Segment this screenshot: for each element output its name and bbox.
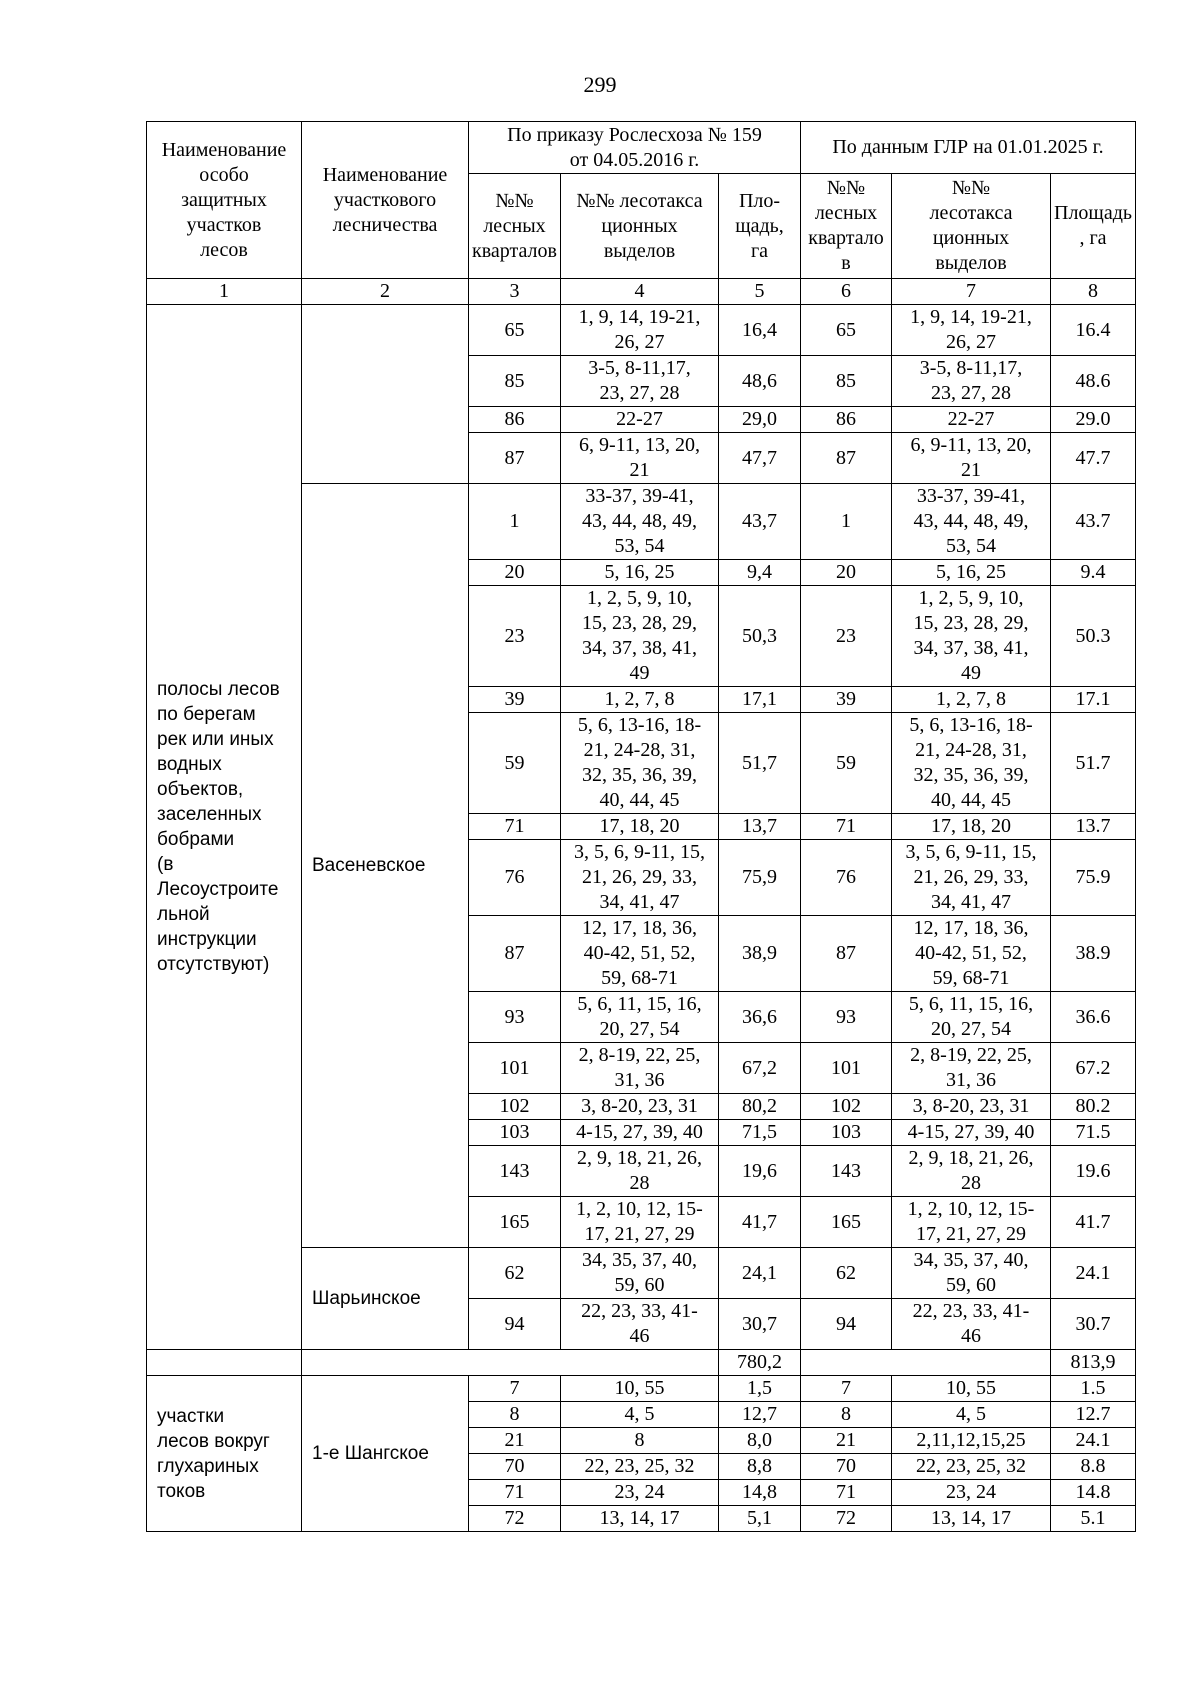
header-order-quarters: №№ лесных кварталов (469, 174, 561, 279)
protected-forest-table (146, 121, 1136, 1532)
glr-sections-cell: 2, 9, 18, 21, 26, 28 (892, 1146, 1051, 1197)
column-number-row (147, 279, 1136, 305)
protected-site-name: участки лесов вокруг глухариных токов (147, 1376, 302, 1532)
order-sections-cell: 22, 23, 33, 41- 46 (561, 1299, 719, 1350)
column-number: 1 (147, 279, 302, 305)
glr-sections-cell: 34, 35, 37, 40, 59, 60 (892, 1248, 1051, 1299)
order-area-cell: 36,6 (719, 992, 801, 1043)
glr-quarter-cell: 21 (801, 1428, 892, 1454)
header-glr-quarters: №№ лесных квартало в (801, 174, 892, 279)
header-order-sections: №№ лесотакса ционных выделов (561, 174, 719, 279)
glr-area-cell: 50.3 (1051, 586, 1136, 687)
order-quarter-cell: 72 (469, 1506, 561, 1532)
glr-quarter-cell: 101 (801, 1043, 892, 1094)
order-area-cell: 41,7 (719, 1197, 801, 1248)
glr-quarter-cell: 39 (801, 687, 892, 713)
column-number: 2 (302, 279, 469, 305)
glr-sections-cell: 6, 9-11, 13, 20, 21 (892, 433, 1051, 484)
forestry-name: Шарьинское (302, 1248, 469, 1350)
order-quarter-cell: 143 (469, 1146, 561, 1197)
order-sections-cell: 33-37, 39-41, 43, 44, 48, 49, 53, 54 (561, 484, 719, 560)
order-quarter-cell: 101 (469, 1043, 561, 1094)
order-quarter-cell: 59 (469, 713, 561, 814)
header-order-area: Пло- щадь, га (719, 174, 801, 279)
order-sections-cell: 3, 8-20, 23, 31 (561, 1094, 719, 1120)
glr-sections-cell: 1, 2, 10, 12, 15- 17, 21, 27, 29 (892, 1197, 1051, 1248)
order-sections-cell: 1, 9, 14, 19-21, 26, 27 (561, 305, 719, 356)
glr-area-cell: 24.1 (1051, 1248, 1136, 1299)
total-row (147, 1350, 1136, 1376)
glr-area-cell: 48.6 (1051, 356, 1136, 407)
column-number: 3 (469, 279, 561, 305)
glr-sections-cell: 10, 55 (892, 1376, 1051, 1402)
order-quarter-cell: 1 (469, 484, 561, 560)
order-quarter-cell: 20 (469, 560, 561, 586)
order-sections-cell: 5, 6, 13-16, 18- 21, 24-28, 31, 32, 35, 36, 39, 40, 44, 45 (561, 713, 719, 814)
order-sections-cell: 4, 5 (561, 1402, 719, 1428)
glr-area-cell: 71.5 (1051, 1120, 1136, 1146)
glr-sections-cell: 4-15, 27, 39, 40 (892, 1120, 1051, 1146)
order-area-cell: 48,6 (719, 356, 801, 407)
glr-area-cell: 75.9 (1051, 840, 1136, 916)
order-quarter-cell: 87 (469, 916, 561, 992)
order-area-cell: 12,7 (719, 1402, 801, 1428)
glr-area-cell: 12.7 (1051, 1402, 1136, 1428)
glr-sections-cell: 2,11,12,15,25 (892, 1428, 1051, 1454)
order-quarter-cell: 7 (469, 1376, 561, 1402)
glr-sections-cell: 22-27 (892, 407, 1051, 433)
order-sections-cell: 5, 16, 25 (561, 560, 719, 586)
column-number: 5 (719, 279, 801, 305)
order-sections-cell: 6, 9-11, 13, 20, 21 (561, 433, 719, 484)
glr-sections-cell: 23, 24 (892, 1480, 1051, 1506)
glr-sections-cell: 3-5, 8-11,17, 23, 27, 28 (892, 356, 1051, 407)
order-area-cell: 43,7 (719, 484, 801, 560)
order-area-cell: 75,9 (719, 840, 801, 916)
glr-sections-cell: 22, 23, 33, 41- 46 (892, 1299, 1051, 1350)
glr-sections-cell: 22, 23, 25, 32 (892, 1454, 1051, 1480)
glr-quarter-cell: 143 (801, 1146, 892, 1197)
order-area-cell: 80,2 (719, 1094, 801, 1120)
glr-area-cell: 1.5 (1051, 1376, 1136, 1402)
glr-quarter-cell: 87 (801, 433, 892, 484)
glr-quarter-cell: 70 (801, 1454, 892, 1480)
glr-quarter-cell: 65 (801, 305, 892, 356)
glr-area-cell: 80.2 (1051, 1094, 1136, 1120)
glr-area-cell: 38.9 (1051, 916, 1136, 992)
glr-area-cell: 17.1 (1051, 687, 1136, 713)
header-glr-sections: №№ лесотакса ционных выделов (892, 174, 1051, 279)
order-area-cell: 8,8 (719, 1454, 801, 1480)
order-quarter-cell: 62 (469, 1248, 561, 1299)
order-area-cell: 29,0 (719, 407, 801, 433)
order-sections-cell: 34, 35, 37, 40, 59, 60 (561, 1248, 719, 1299)
order-area-cell: 1,5 (719, 1376, 801, 1402)
order-sections-cell: 10, 55 (561, 1376, 719, 1402)
glr-quarter-cell: 94 (801, 1299, 892, 1350)
forestry-name: 1-е Шангское (302, 1376, 469, 1532)
column-number: 7 (892, 279, 1051, 305)
order-area-cell: 50,3 (719, 586, 801, 687)
glr-sections-cell: 12, 17, 18, 36, 40-42, 51, 52, 59, 68-71 (892, 916, 1051, 992)
glr-area-cell: 47.7 (1051, 433, 1136, 484)
order-sections-cell: 17, 18, 20 (561, 814, 719, 840)
glr-quarter-cell: 87 (801, 916, 892, 992)
order-quarter-cell: 23 (469, 586, 561, 687)
order-quarter-cell: 86 (469, 407, 561, 433)
header-glr-area: Площадь , га (1051, 174, 1136, 279)
order-area-cell: 17,1 (719, 687, 801, 713)
glr-quarter-cell: 8 (801, 1402, 892, 1428)
order-quarter-cell: 165 (469, 1197, 561, 1248)
order-sections-cell: 2, 9, 18, 21, 26, 28 (561, 1146, 719, 1197)
order-quarter-cell: 39 (469, 687, 561, 713)
glr-quarter-cell: 71 (801, 814, 892, 840)
total-site-cell (147, 1350, 302, 1376)
order-sections-cell: 8 (561, 1428, 719, 1454)
glr-sections-cell: 33-37, 39-41, 43, 44, 48, 49, 53, 54 (892, 484, 1051, 560)
order-sections-cell: 1, 2, 10, 12, 15- 17, 21, 27, 29 (561, 1197, 719, 1248)
column-number: 8 (1051, 279, 1136, 305)
order-area-cell: 5,1 (719, 1506, 801, 1532)
glr-area-cell: 36.6 (1051, 992, 1136, 1043)
glr-quarter-cell: 1 (801, 484, 892, 560)
glr-quarter-cell: 76 (801, 840, 892, 916)
order-sections-cell: 1, 2, 7, 8 (561, 687, 719, 713)
order-total-area: 780,2 (719, 1350, 801, 1376)
glr-quarter-cell: 103 (801, 1120, 892, 1146)
order-sections-cell: 4-15, 27, 39, 40 (561, 1120, 719, 1146)
order-quarter-cell: 102 (469, 1094, 561, 1120)
order-quarter-cell: 87 (469, 433, 561, 484)
order-quarter-cell: 76 (469, 840, 561, 916)
order-area-cell: 47,7 (719, 433, 801, 484)
total-label-cell (302, 1350, 719, 1376)
glr-area-cell: 29.0 (1051, 407, 1136, 433)
glr-sections-cell: 3, 8-20, 23, 31 (892, 1094, 1051, 1120)
protected-site-name: полосы лесов по берегам рек или иных водных объектов, заселенных бобрами (в Лесоустроите льной инструкции отсутствуют) (147, 305, 302, 1350)
header-site-name: Наименование особо защитных участков лесов (147, 122, 302, 279)
order-area-cell: 51,7 (719, 713, 801, 814)
glr-sections-cell: 3, 5, 6, 9-11, 15, 21, 26, 29, 33, 34, 41, 47 (892, 840, 1051, 916)
glr-sections-cell: 2, 8-19, 22, 25, 31, 36 (892, 1043, 1051, 1094)
glr-quarter-cell: 7 (801, 1376, 892, 1402)
glr-sections-cell: 13, 14, 17 (892, 1506, 1051, 1532)
header-glr-group: По данным ГЛР на 01.01.2025 г. (801, 122, 1136, 174)
order-quarter-cell: 85 (469, 356, 561, 407)
order-area-cell: 19,6 (719, 1146, 801, 1197)
total-blank-cell (801, 1350, 1051, 1376)
header-order-group: По приказу Рослесхоза № 159 от 04.05.2016 г. (469, 122, 801, 174)
glr-area-cell: 41.7 (1051, 1197, 1136, 1248)
order-quarter-cell: 8 (469, 1402, 561, 1428)
order-sections-cell: 22, 23, 25, 32 (561, 1454, 719, 1480)
column-number: 4 (561, 279, 719, 305)
order-sections-cell: 3, 5, 6, 9-11, 15, 21, 26, 29, 33, 34, 41, 47 (561, 840, 719, 916)
order-area-cell: 71,5 (719, 1120, 801, 1146)
glr-sections-cell: 5, 6, 13-16, 18- 21, 24-28, 31, 32, 35, 36, 39, 40, 44, 45 (892, 713, 1051, 814)
order-quarter-cell: 70 (469, 1454, 561, 1480)
order-sections-cell: 1, 2, 5, 9, 10, 15, 23, 28, 29, 34, 37, 38, 41, 49 (561, 586, 719, 687)
order-area-cell: 8,0 (719, 1428, 801, 1454)
order-quarter-cell: 71 (469, 814, 561, 840)
glr-area-cell: 13.7 (1051, 814, 1136, 840)
order-sections-cell: 2, 8-19, 22, 25, 31, 36 (561, 1043, 719, 1094)
order-area-cell: 30,7 (719, 1299, 801, 1350)
order-quarter-cell: 103 (469, 1120, 561, 1146)
order-area-cell: 9,4 (719, 560, 801, 586)
order-quarter-cell: 94 (469, 1299, 561, 1350)
glr-area-cell: 14.8 (1051, 1480, 1136, 1506)
order-area-cell: 38,9 (719, 916, 801, 992)
glr-area-cell: 19.6 (1051, 1146, 1136, 1197)
order-sections-cell: 23, 24 (561, 1480, 719, 1506)
glr-sections-cell: 5, 6, 11, 15, 16, 20, 27, 54 (892, 992, 1051, 1043)
column-number: 6 (801, 279, 892, 305)
order-quarter-cell: 71 (469, 1480, 561, 1506)
glr-sections-cell: 5, 16, 25 (892, 560, 1051, 586)
glr-quarter-cell: 59 (801, 713, 892, 814)
glr-sections-cell: 1, 2, 5, 9, 10, 15, 23, 28, 29, 34, 37, 38, 41, 49 (892, 586, 1051, 687)
glr-quarter-cell: 71 (801, 1480, 892, 1506)
glr-sections-cell: 1, 2, 7, 8 (892, 687, 1051, 713)
glr-quarter-cell: 20 (801, 560, 892, 586)
glr-quarter-cell: 23 (801, 586, 892, 687)
glr-area-cell: 16.4 (1051, 305, 1136, 356)
order-sections-cell: 3-5, 8-11,17, 23, 27, 28 (561, 356, 719, 407)
glr-quarter-cell: 72 (801, 1506, 892, 1532)
glr-area-cell: 9.4 (1051, 560, 1136, 586)
table-row (147, 1376, 1136, 1402)
order-area-cell: 13,7 (719, 814, 801, 840)
forestry-name: Васеневское (302, 484, 469, 1248)
forestry-name (302, 305, 469, 484)
header-forestry-name: Наименование участкового лесничества (302, 122, 469, 279)
page-number: 299 (583, 72, 617, 97)
order-area-cell: 24,1 (719, 1248, 801, 1299)
glr-quarter-cell: 85 (801, 356, 892, 407)
order-area-cell: 14,8 (719, 1480, 801, 1506)
glr-area-cell: 30.7 (1051, 1299, 1136, 1350)
order-sections-cell: 13, 14, 17 (561, 1506, 719, 1532)
glr-quarter-cell: 86 (801, 407, 892, 433)
order-quarter-cell: 93 (469, 992, 561, 1043)
table-row (147, 305, 1136, 356)
glr-quarter-cell: 165 (801, 1197, 892, 1248)
glr-sections-cell: 4, 5 (892, 1402, 1051, 1428)
glr-quarter-cell: 62 (801, 1248, 892, 1299)
order-area-cell: 67,2 (719, 1043, 801, 1094)
order-sections-cell: 22-27 (561, 407, 719, 433)
glr-quarter-cell: 93 (801, 992, 892, 1043)
glr-total-area: 813,9 (1051, 1350, 1136, 1376)
glr-sections-cell: 1, 9, 14, 19-21, 26, 27 (892, 305, 1051, 356)
glr-quarter-cell: 102 (801, 1094, 892, 1120)
glr-area-cell: 43.7 (1051, 484, 1136, 560)
glr-area-cell: 51.7 (1051, 713, 1136, 814)
order-sections-cell: 12, 17, 18, 36, 40-42, 51, 52, 59, 68-71 (561, 916, 719, 992)
order-quarter-cell: 65 (469, 305, 561, 356)
order-sections-cell: 5, 6, 11, 15, 16, 20, 27, 54 (561, 992, 719, 1043)
order-quarter-cell: 21 (469, 1428, 561, 1454)
glr-area-cell: 67.2 (1051, 1043, 1136, 1094)
glr-area-cell: 5.1 (1051, 1506, 1136, 1532)
glr-sections-cell: 17, 18, 20 (892, 814, 1051, 840)
glr-area-cell: 24.1 (1051, 1428, 1136, 1454)
glr-area-cell: 8.8 (1051, 1454, 1136, 1480)
order-area-cell: 16,4 (719, 305, 801, 356)
